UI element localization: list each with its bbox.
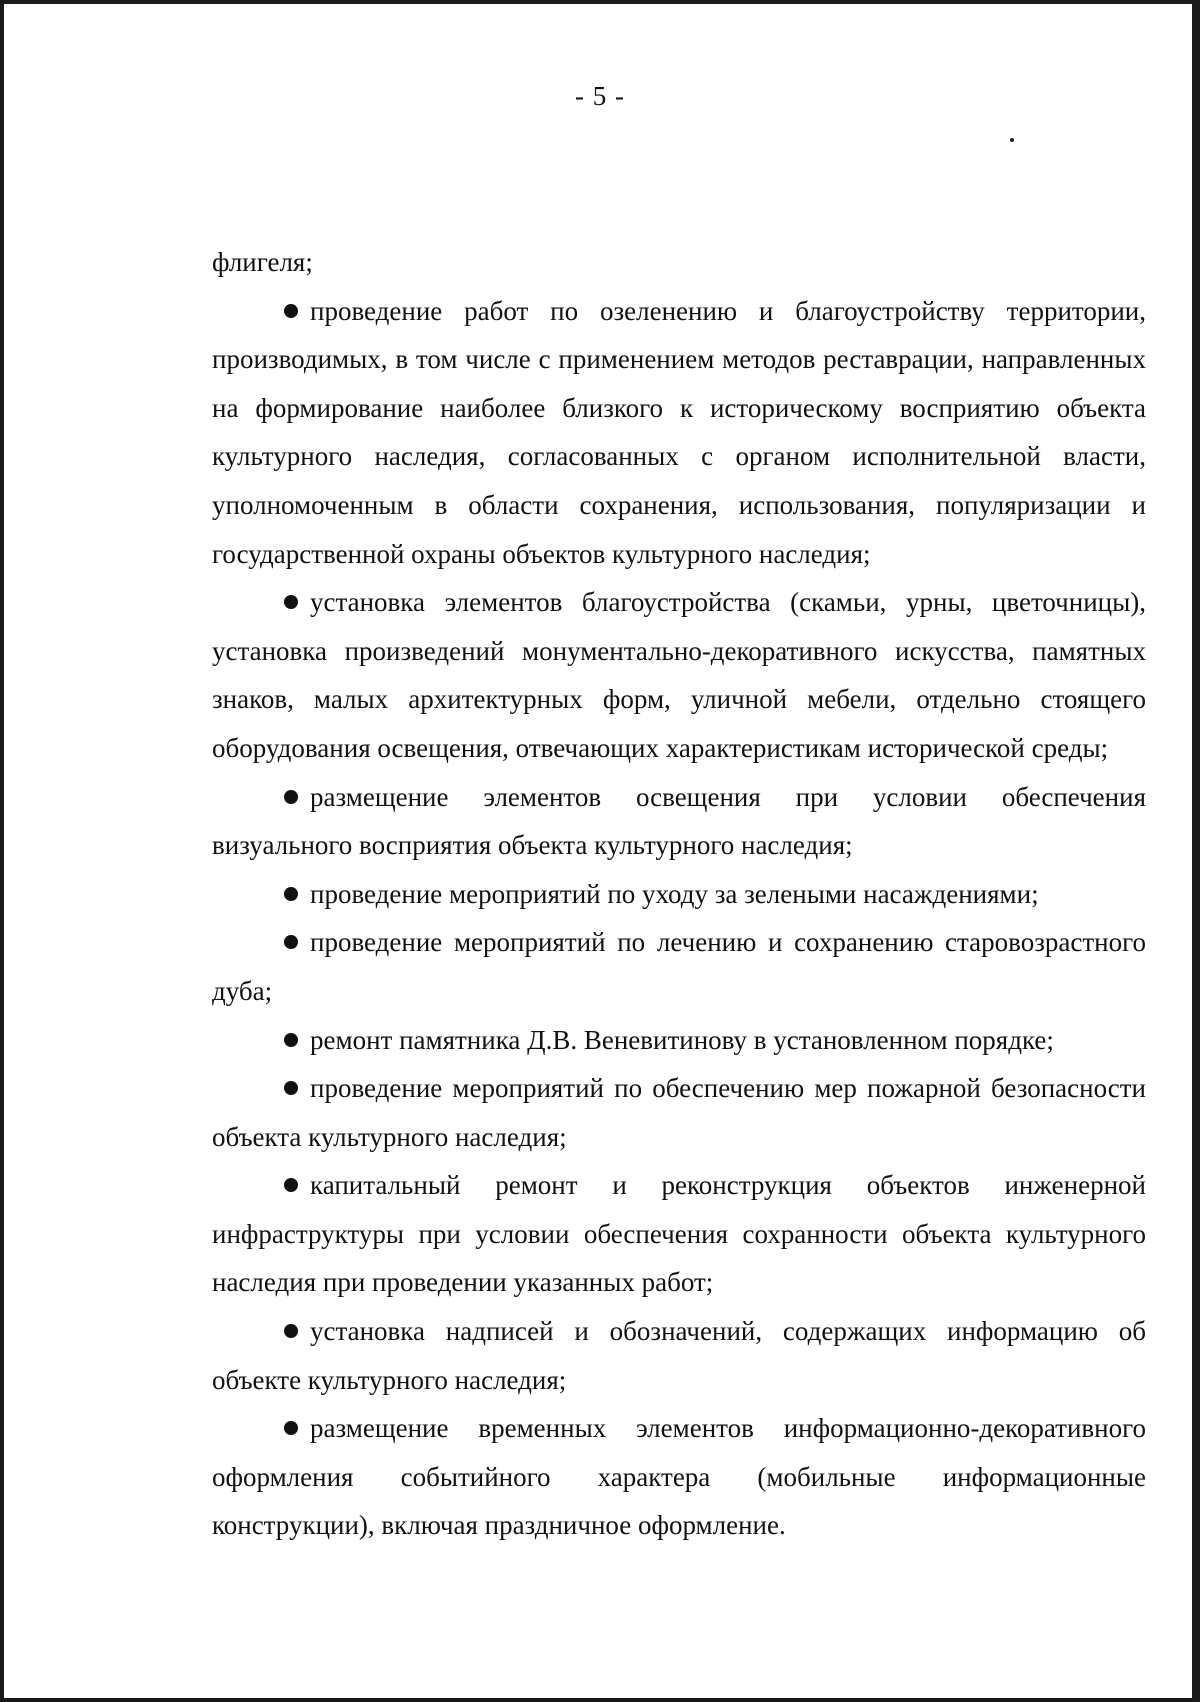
list-item-text: проведение мероприятий по уходу за зелеными насаждениями;: [310, 878, 1039, 909]
bullet-icon: [284, 1324, 298, 1338]
list-item: [212, 1161, 1146, 1307]
list-item-text: установка элементов благоустройства (скамьи, урны, цветочницы), установка произведений монументально-декоративного искусства, памятных знаков, малых архитектурных форм, уличной мебели, отдельно стоящего оборудования освещения, отвечающих характеристикам исторической среды;: [212, 587, 1146, 763]
bullet-icon: [284, 935, 298, 949]
list-item: [212, 870, 1146, 919]
list-item: [212, 287, 1146, 579]
bullet-icon: [284, 1033, 298, 1047]
list-item: [212, 1307, 1146, 1404]
list-item-text: размещение временных элементов информационно-декоративного оформления событийного характера (мобильные информационные конструкции), включая праздничное оформление.: [212, 1413, 1146, 1541]
list-item-text: ремонт памятника Д.В. Веневитинову в установленном порядке;: [310, 1024, 1054, 1055]
page-number: - 5 -: [575, 81, 625, 111]
bullet-icon: [284, 1178, 298, 1192]
list-item: [212, 1016, 1146, 1065]
list-item-text: проведение мероприятий по лечению и сохранению старовозрастного дуба;: [212, 927, 1146, 1006]
list-item: [212, 918, 1146, 1015]
bullet-icon: [284, 1421, 298, 1435]
list-item: [212, 1404, 1146, 1550]
document-body: [212, 238, 1146, 1550]
bullet-icon: [284, 1081, 298, 1095]
list-item-text: проведение мероприятий по обеспечению мер пожарной безопасности объекта культурного наследия;: [212, 1073, 1146, 1152]
bullet-icon: [284, 304, 298, 318]
list-item-text: проведение работ по озеленению и благоустройству территории, производимых, в том числе с применением методов реставрации, направленных на формирование наиболее близкого к историческому восприятию объекта культурного наследия, согласованных с органом исполнительной власти, уполномоченным в области сохранения, использования, популяризации и государственной охраны объектов культурного наследия;: [212, 295, 1146, 569]
list-item-text: капитальный ремонт и реконструкция объектов инженерной инфраструктуры при условии обеспечения сохранности объекта культурного наследия при проведении указанных работ;: [212, 1170, 1146, 1298]
continuation-text: флигеля;: [212, 247, 313, 277]
list-item-text: установка надписей и обозначений, содержащих информацию об объекте культурного наследия;: [212, 1316, 1146, 1395]
list-item: [212, 1064, 1146, 1161]
list-item: [212, 578, 1146, 772]
bullet-icon: [284, 887, 298, 901]
bullet-icon: [284, 790, 298, 804]
list-item: [212, 773, 1146, 870]
bullet-icon: [284, 595, 298, 609]
list-item-text: размещение элементов освещения при условии обеспечения визуального восприятия объекта культурного наследия;: [212, 781, 1146, 861]
scan-speck: [1010, 138, 1014, 142]
